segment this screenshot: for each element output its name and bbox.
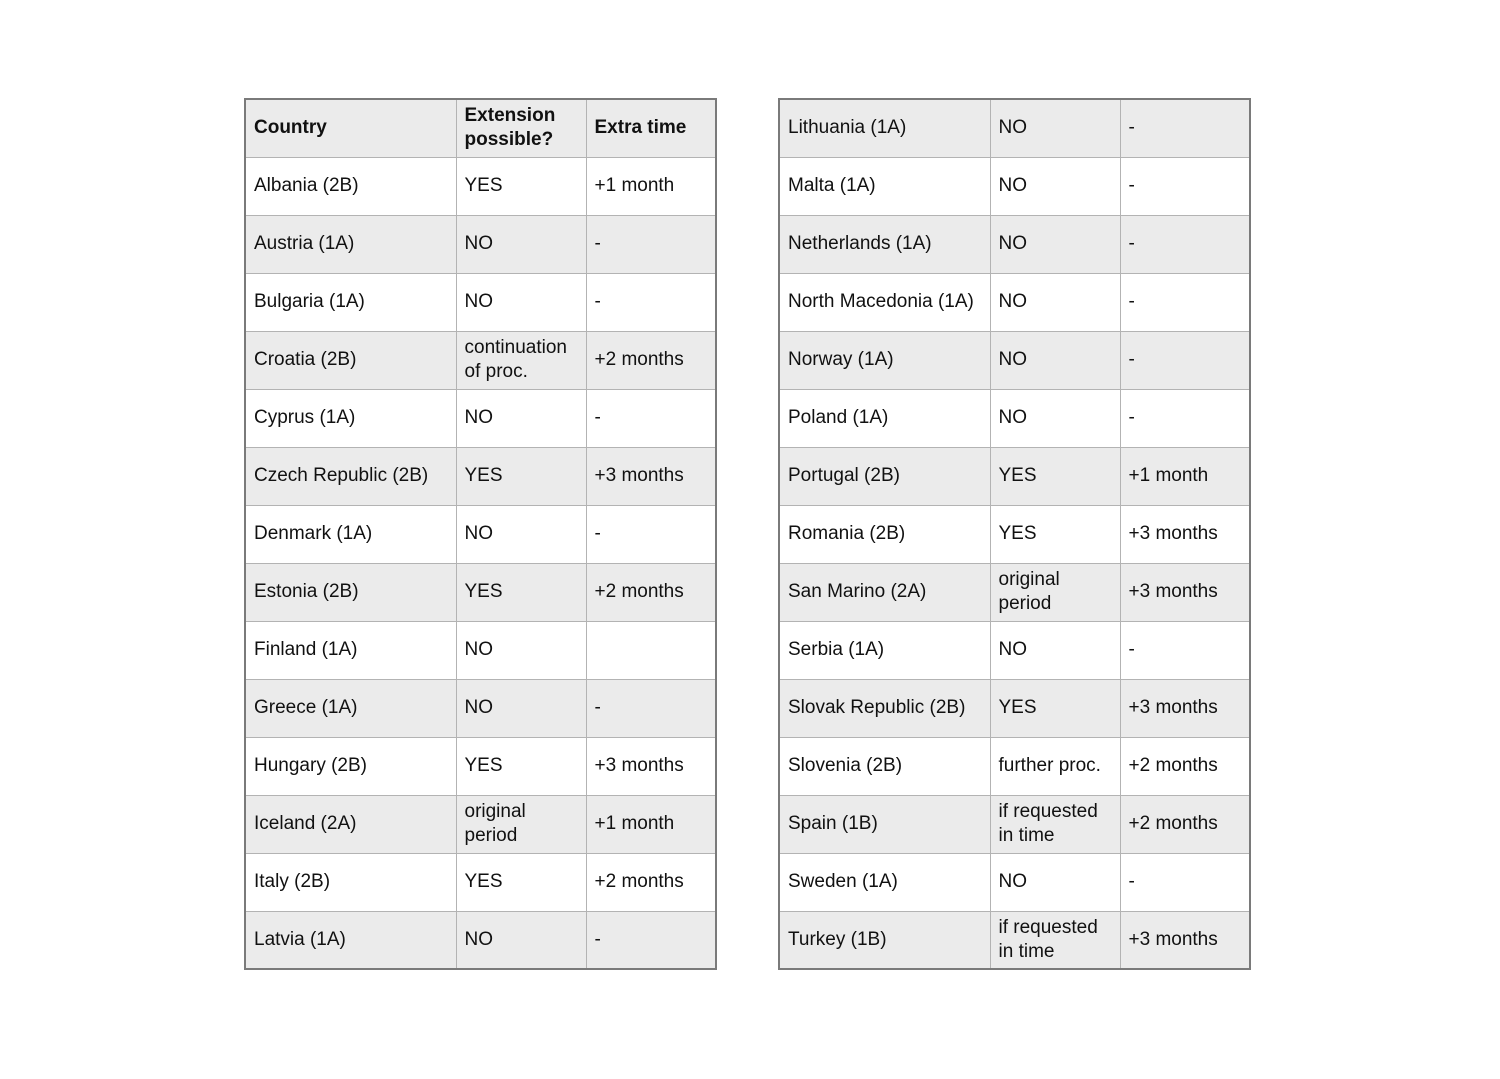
extra-time-cell: -: [1120, 331, 1250, 389]
extra-time-cell: -: [1120, 389, 1250, 447]
extension-cell: original period: [990, 563, 1120, 621]
extension-cell: further proc.: [990, 737, 1120, 795]
country-cell: Lithuania (1A): [779, 99, 990, 157]
country-cell: Estonia (2B): [245, 563, 456, 621]
table-row: [245, 737, 716, 795]
table-row: [245, 563, 716, 621]
extension-cell: NO: [990, 331, 1120, 389]
extra-time-cell: -: [1120, 853, 1250, 911]
country-cell: Serbia (1A): [779, 621, 990, 679]
extra-time-cell: +3 months: [1120, 563, 1250, 621]
extension-cell: NO: [456, 273, 586, 331]
extension-cell: NO: [990, 157, 1120, 215]
extra-time-cell: -: [1120, 215, 1250, 273]
country-cell: San Marino (2A): [779, 563, 990, 621]
extra-time-cell: +3 months: [1120, 911, 1250, 969]
table-row: [779, 737, 1250, 795]
header-extension-possible: Extension possible?: [456, 99, 586, 157]
extension-cell: NO: [456, 389, 586, 447]
header-extra-time: Extra time: [586, 99, 716, 157]
extension-cell: NO: [456, 911, 586, 969]
country-cell: Latvia (1A): [245, 911, 456, 969]
left-table: [244, 98, 717, 970]
table-row: [779, 679, 1250, 737]
extra-time-cell: +2 months: [586, 853, 716, 911]
extra-time-cell: +2 months: [586, 331, 716, 389]
extra-time-cell: -: [1120, 273, 1250, 331]
extension-cell: YES: [456, 447, 586, 505]
extension-cell: YES: [456, 563, 586, 621]
extra-time-cell: +1 month: [1120, 447, 1250, 505]
extension-cell: YES: [456, 157, 586, 215]
extra-time-cell: +1 month: [586, 795, 716, 853]
country-cell: Czech Republic (2B): [245, 447, 456, 505]
table-row: [245, 621, 716, 679]
header-country: Country: [245, 99, 456, 157]
extension-cell: continuation of proc.: [456, 331, 586, 389]
extension-cell: NO: [456, 215, 586, 273]
extra-time-cell: -: [586, 679, 716, 737]
table-row: [779, 273, 1250, 331]
country-cell: Greece (1A): [245, 679, 456, 737]
extension-cell: NO: [990, 621, 1120, 679]
country-cell: Denmark (1A): [245, 505, 456, 563]
extra-time-cell: [586, 621, 716, 679]
extension-cell: if requested in time: [990, 795, 1120, 853]
extra-time-cell: +1 month: [586, 157, 716, 215]
country-cell: Croatia (2B): [245, 331, 456, 389]
country-cell: Romania (2B): [779, 505, 990, 563]
country-cell: Spain (1B): [779, 795, 990, 853]
extra-time-cell: +2 months: [1120, 795, 1250, 853]
table-row: [779, 99, 1250, 157]
extension-cell: YES: [456, 737, 586, 795]
country-cell: Iceland (2A): [245, 795, 456, 853]
extra-time-cell: -: [1120, 157, 1250, 215]
extra-time-cell: -: [1120, 621, 1250, 679]
right-table: [778, 98, 1251, 970]
table-row: [779, 389, 1250, 447]
extension-cell: NO: [456, 505, 586, 563]
country-cell: Turkey (1B): [779, 911, 990, 969]
table-row: [779, 505, 1250, 563]
extra-time-cell: +3 months: [586, 737, 716, 795]
extension-cell: NO: [456, 679, 586, 737]
country-cell: Malta (1A): [779, 157, 990, 215]
country-cell: Slovenia (2B): [779, 737, 990, 795]
country-cell: Albania (2B): [245, 157, 456, 215]
country-cell: Slovak Republic (2B): [779, 679, 990, 737]
country-cell: Austria (1A): [245, 215, 456, 273]
left-table-body: [245, 99, 716, 969]
table-row: [779, 447, 1250, 505]
table-row: [245, 505, 716, 563]
extra-time-cell: -: [586, 911, 716, 969]
table-row: [779, 215, 1250, 273]
table-row: [245, 331, 716, 389]
table-row: [245, 795, 716, 853]
extension-cell: if requested in time: [990, 911, 1120, 969]
extra-time-cell: +2 months: [586, 563, 716, 621]
extra-time-cell: -: [1120, 99, 1250, 157]
table-row: [245, 389, 716, 447]
extension-cell: YES: [990, 447, 1120, 505]
table-row: [245, 273, 716, 331]
right-table-body: [779, 99, 1250, 969]
extra-time-cell: +3 months: [1120, 505, 1250, 563]
extra-time-cell: +3 months: [586, 447, 716, 505]
table-row: [779, 853, 1250, 911]
country-cell: Hungary (2B): [245, 737, 456, 795]
extra-time-cell: +3 months: [1120, 679, 1250, 737]
table-row: [245, 157, 716, 215]
extension-cell: YES: [990, 505, 1120, 563]
extra-time-cell: -: [586, 273, 716, 331]
table-row: [245, 679, 716, 737]
extra-time-cell: -: [586, 505, 716, 563]
table-row: [779, 795, 1250, 853]
extension-cell: NO: [990, 273, 1120, 331]
table-row: [779, 911, 1250, 969]
extra-time-cell: -: [586, 389, 716, 447]
country-cell: Netherlands (1A): [779, 215, 990, 273]
table-row: [245, 447, 716, 505]
country-cell: Norway (1A): [779, 331, 990, 389]
extra-time-cell: -: [586, 215, 716, 273]
country-cell: Finland (1A): [245, 621, 456, 679]
table-row: [779, 563, 1250, 621]
extension-cell: YES: [990, 679, 1120, 737]
header-row: [245, 99, 716, 157]
table-row: [779, 621, 1250, 679]
country-cell: Poland (1A): [779, 389, 990, 447]
country-cell: Italy (2B): [245, 853, 456, 911]
extra-time-cell: +2 months: [1120, 737, 1250, 795]
table-row: [245, 215, 716, 273]
table-row: [245, 853, 716, 911]
table-row: [245, 911, 716, 969]
extension-cell: original period: [456, 795, 586, 853]
extension-cell: NO: [456, 621, 586, 679]
country-cell: Bulgaria (1A): [245, 273, 456, 331]
extension-cell: NO: [990, 99, 1120, 157]
extension-cell: NO: [990, 853, 1120, 911]
table-row: [779, 331, 1250, 389]
country-cell: Sweden (1A): [779, 853, 990, 911]
table-row: [779, 157, 1250, 215]
country-cell: North Macedonia (1A): [779, 273, 990, 331]
extension-cell: NO: [990, 215, 1120, 273]
extension-cell: NO: [990, 389, 1120, 447]
country-cell: Portugal (2B): [779, 447, 990, 505]
extension-cell: YES: [456, 853, 586, 911]
country-cell: Cyprus (1A): [245, 389, 456, 447]
